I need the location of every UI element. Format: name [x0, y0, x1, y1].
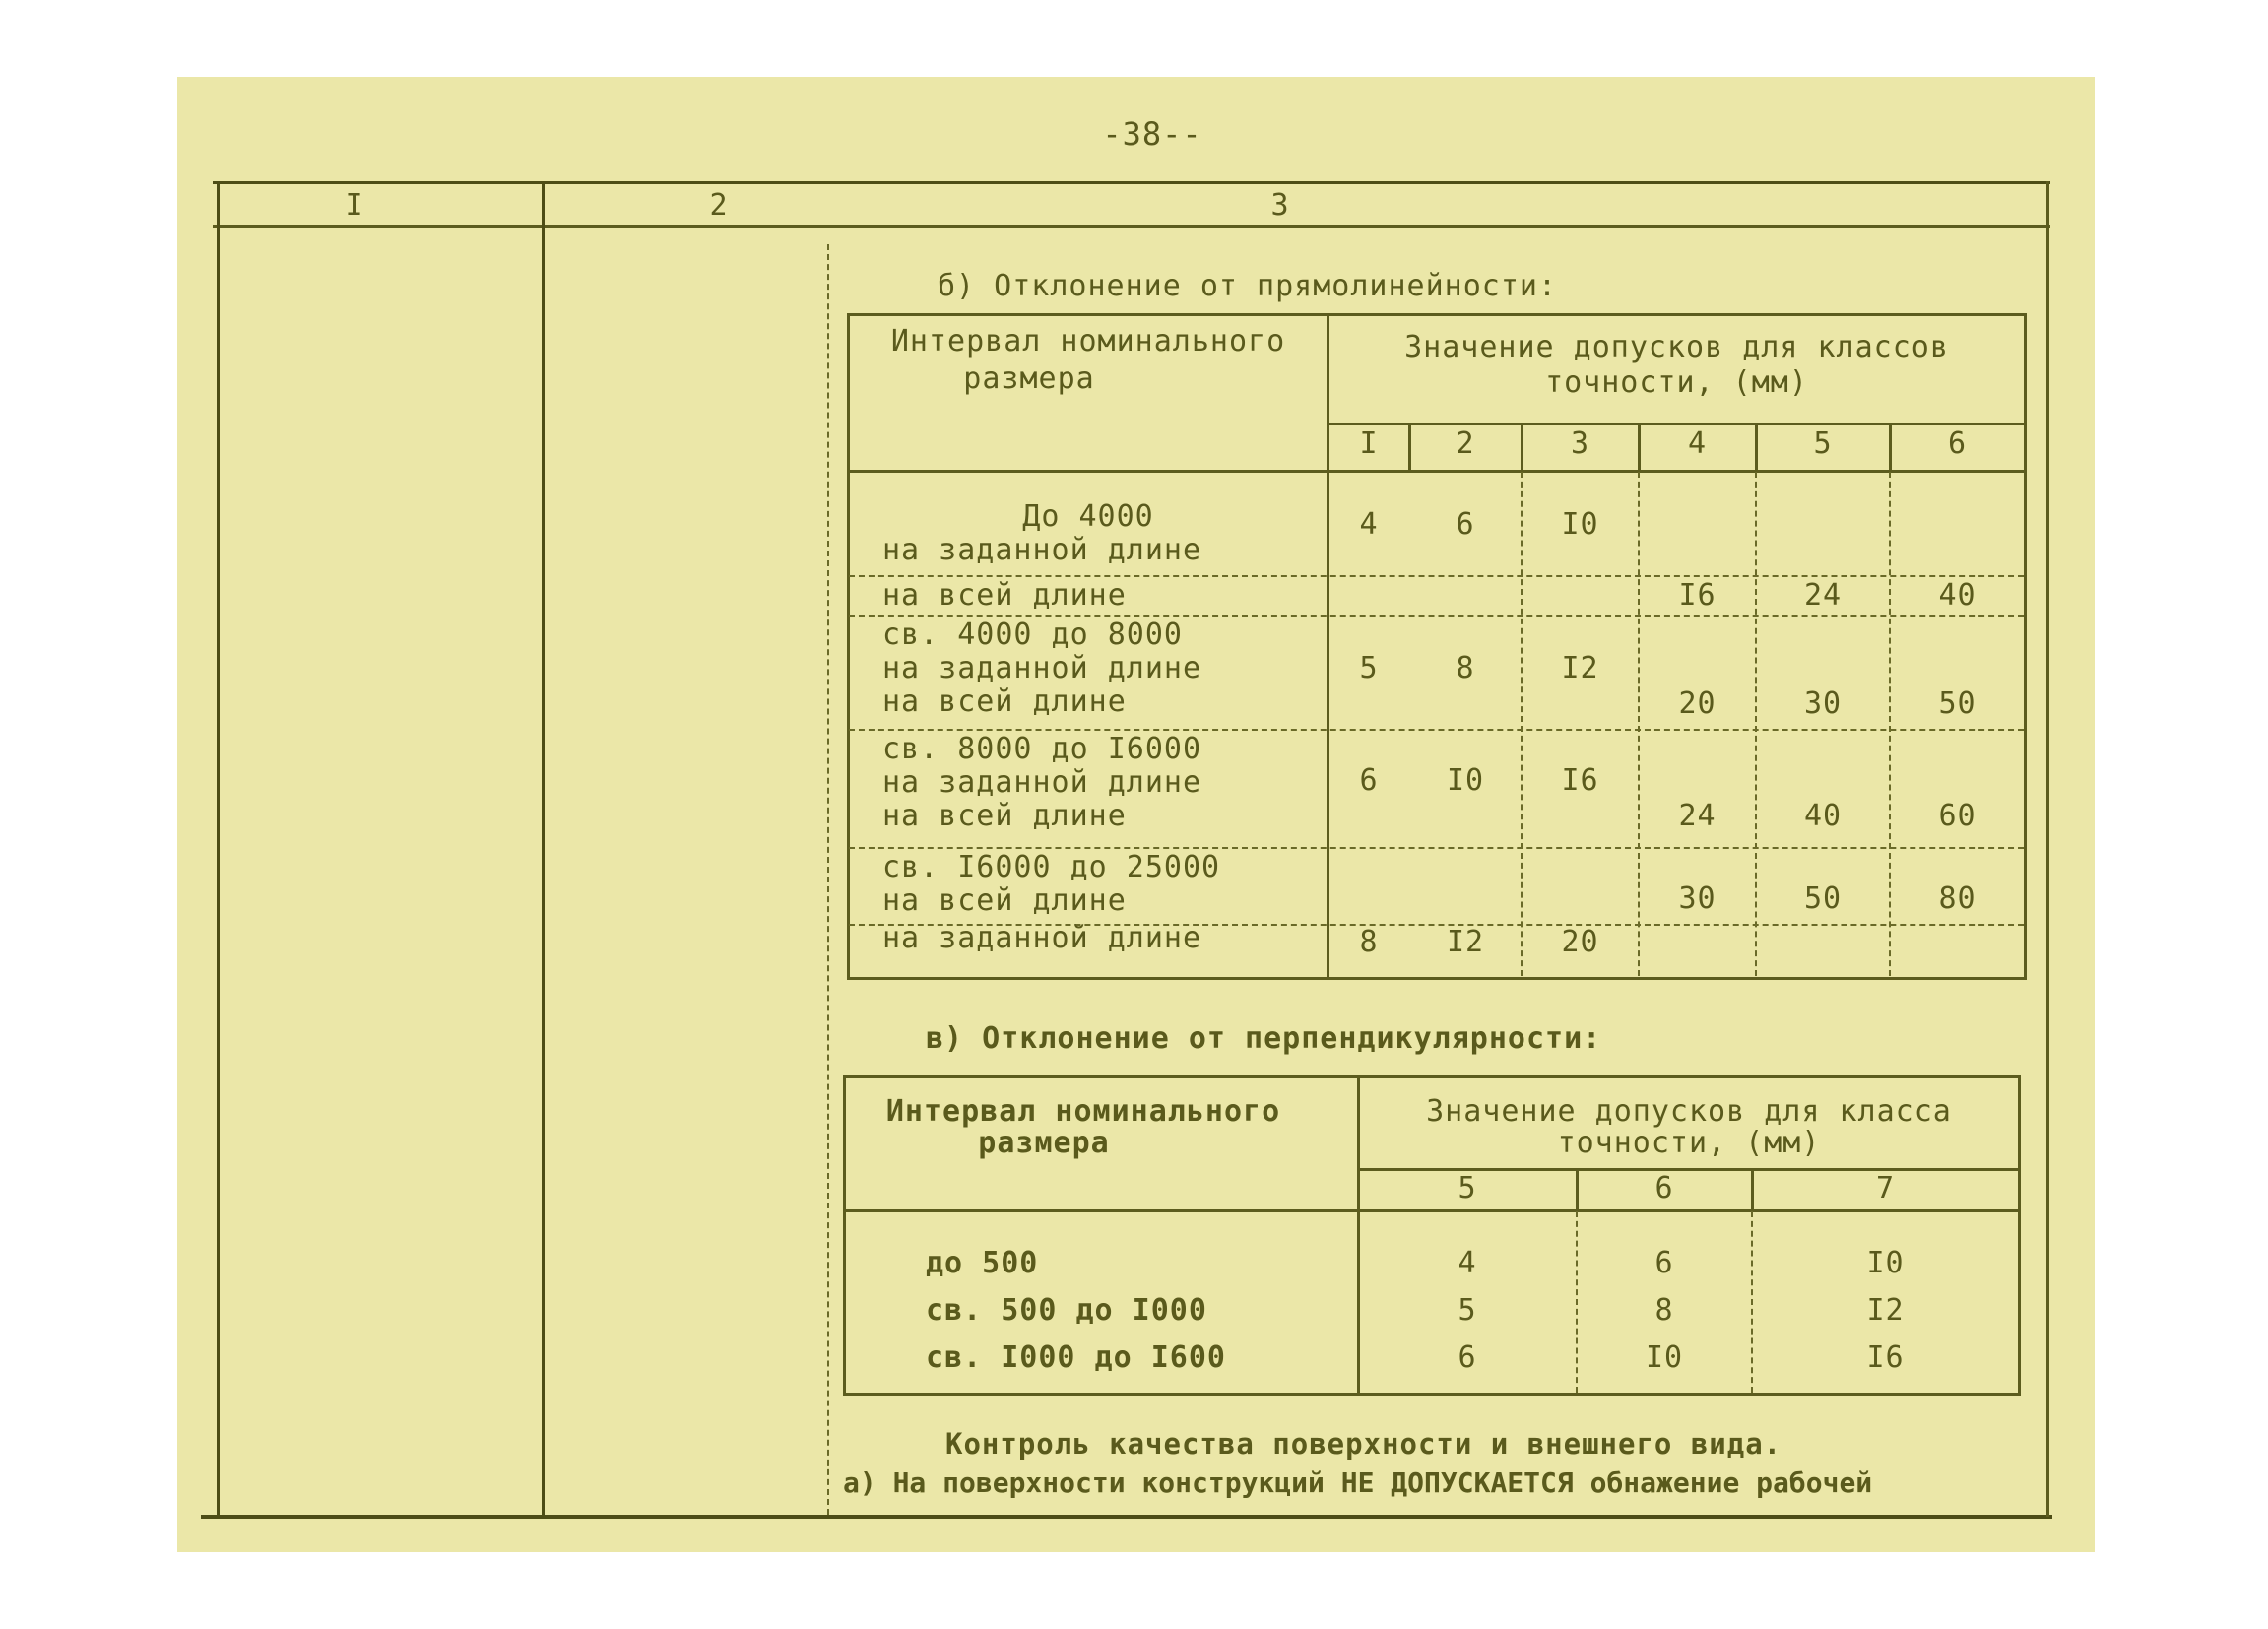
table-cell: 20 — [1678, 686, 1717, 721]
row-label: на всей длине — [882, 883, 1127, 918]
table-cell: 24 — [1803, 578, 1843, 613]
table-cell: 6 — [1654, 1246, 1674, 1280]
column-header-3: 3 — [1270, 188, 1290, 223]
class-6-header: 6 — [1654, 1171, 1674, 1205]
table-cell: I6 — [1866, 1340, 1905, 1375]
table-cell: 40 — [1803, 799, 1843, 833]
table-cell: I2 — [1866, 1293, 1905, 1328]
document-page — [177, 77, 2095, 1552]
class-2-header: 2 — [1456, 426, 1475, 461]
section-c-title: в) Отклонение от перпендикулярности: — [926, 1021, 1602, 1056]
header-tolerance-line1: Значение допусков для классов — [1404, 330, 1949, 364]
header-tolerance-line2: точности, (мм) — [1557, 1126, 1821, 1160]
table-cell: I6 — [1561, 763, 1599, 798]
row-label: на заданной длине — [882, 651, 1202, 685]
header-interval-line2: размера — [963, 361, 1095, 396]
quality-control-line: а) На поверхности конструкций НЕ ДОПУСКАЕТСЯ обнажение рабочей — [843, 1466, 1873, 1499]
table-cell: 24 — [1678, 799, 1717, 833]
column-divider-1 — [542, 181, 545, 1517]
row-label: на всей длине — [882, 684, 1127, 719]
header-interval-line1: Интервал номинального — [885, 1094, 1281, 1129]
table-cell: 60 — [1938, 799, 1976, 833]
class-6-header: 6 — [1947, 426, 1968, 461]
class-4-header: 4 — [1687, 426, 1708, 461]
row-label: св. 500 до I000 — [926, 1293, 1207, 1328]
table-cell: 4 — [1359, 507, 1379, 542]
frame-top-line — [213, 181, 2050, 184]
table-cell: I2 — [1446, 925, 1485, 959]
table-cell: I6 — [1678, 578, 1717, 613]
quality-control-heading: Контроль качества поверхности и внешнего вида. — [945, 1427, 1782, 1461]
row-label: на заданной длине — [882, 533, 1202, 567]
row-label: на заданной длине — [882, 765, 1202, 800]
table-cell: 8 — [1359, 925, 1379, 959]
table-cell: 6 — [1359, 763, 1379, 798]
column-3-left-edge — [827, 244, 829, 1515]
class-3-header: 3 — [1570, 426, 1590, 461]
class-5-header: 5 — [1458, 1171, 1477, 1205]
header-interval-line2: размера — [978, 1126, 1110, 1160]
table-cell: I2 — [1561, 651, 1599, 685]
row-label: До 4000 — [1022, 499, 1154, 534]
table-cell: 4 — [1458, 1246, 1477, 1280]
class-5-header: 5 — [1813, 426, 1833, 461]
table-cell: I0 — [1866, 1246, 1905, 1280]
frame-right-line — [2046, 181, 2049, 1517]
table-cell: 30 — [1678, 881, 1717, 916]
table-cell: 8 — [1456, 651, 1475, 685]
frame-bottom-line — [201, 1515, 2052, 1519]
class-1-header: I — [1359, 426, 1379, 461]
row-label: на заданной длине — [882, 921, 1202, 955]
frame-header-line — [213, 225, 2050, 228]
table-cell: 50 — [1803, 881, 1843, 916]
column-header-2: 2 — [709, 188, 729, 223]
section-b-title: б) Отклонение от прямолинейности: — [938, 269, 1558, 303]
table-cell: 30 — [1803, 686, 1843, 721]
row-label: на всей длине — [882, 799, 1127, 833]
table-cell: 50 — [1938, 686, 1976, 721]
header-interval-line1: Интервал номинального — [890, 324, 1286, 358]
table-cell: 40 — [1938, 578, 1976, 613]
header-tolerance-line1: Значение допусков для класса — [1426, 1094, 1952, 1129]
header-tolerance-line2: точности, (мм) — [1545, 365, 1808, 400]
column-header-1: I — [345, 188, 364, 223]
frame-left-line — [217, 181, 220, 1517]
table-cell: 80 — [1938, 881, 1976, 916]
page-number: -38-- — [1102, 115, 1202, 153]
row-label: св. 8000 до I6000 — [882, 732, 1202, 766]
table-cell: 5 — [1359, 651, 1379, 685]
row-label: до 500 — [926, 1246, 1039, 1280]
table-cell: 5 — [1458, 1293, 1477, 1328]
table-cell: I0 — [1645, 1340, 1684, 1375]
class-7-header: 7 — [1875, 1171, 1896, 1205]
table-cell: 20 — [1561, 925, 1599, 959]
row-label: св. 4000 до 8000 — [882, 618, 1183, 652]
row-label: св. I000 до I600 — [926, 1340, 1226, 1375]
table-cell: I0 — [1561, 507, 1599, 542]
row-label: св. I6000 до 25000 — [882, 850, 1221, 884]
table-cell: 8 — [1654, 1293, 1674, 1328]
table-cell: I0 — [1446, 763, 1485, 798]
table-cell: 6 — [1458, 1340, 1477, 1375]
table-cell: 6 — [1456, 507, 1475, 542]
row-label: на всей длине — [882, 578, 1127, 613]
